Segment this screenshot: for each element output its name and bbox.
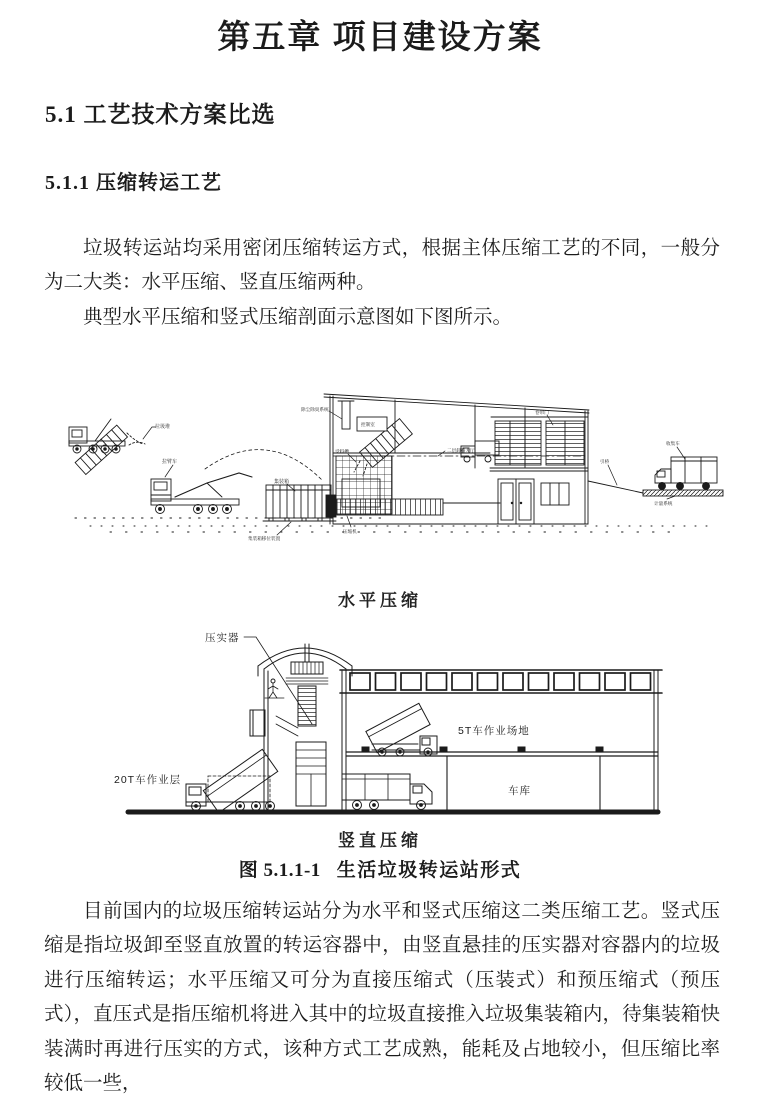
label-unload-hall: 二层卸料大厅 xyxy=(447,448,475,453)
paragraph-2: 典型水平压缩和竖式压缩剖面示意图如下图所示。 xyxy=(83,306,513,328)
label-rolling-door: 卷帘门 xyxy=(535,410,549,415)
intro-paragraphs xyxy=(44,232,720,335)
waste-container xyxy=(263,484,336,535)
chapter-title: 第五章 项目建设方案 xyxy=(217,20,543,56)
paragraph-3: 目前国内的垃圾压缩转运站分为水平和竖式压缩这二类压缩工艺。竖式压缩是指垃圾卸至竖直放置的转运容器中，由竖直悬挂的压实器对容器内的垃圾进行压缩转运；水平压缩又可分为直接压缩式（压装式）和预压缩式（预压式），直压式是指压缩机将进入其中的垃圾直接推入垃圾集装箱内，待集装箱快装满时再进行压实的方式，该种方式工艺成熟，能耗及占地较小，但压缩比率较低一些， xyxy=(44,901,720,1095)
section-heading-5-1-1: 5.1.1 压缩转运工艺 xyxy=(45,172,222,194)
closing-paragraph xyxy=(44,895,720,1101)
horizontal-compression-diagram xyxy=(55,383,755,561)
label-deodorizing: 除尘除臭系统 xyxy=(301,407,329,412)
figure-caption xyxy=(0,855,760,882)
caption-horizontal-compression: 水平压缩 xyxy=(338,591,422,610)
section-heading-5-1: 5.1 工艺技术方案比选 xyxy=(45,102,276,127)
label-20t-level: 20T车作业层 xyxy=(114,774,182,786)
label-compressor: 压缩机 xyxy=(343,529,357,534)
label-container-shift: 集装箱移位装置 xyxy=(248,536,281,541)
label-container: 集装箱 xyxy=(274,479,290,485)
transfer-station-building xyxy=(324,394,589,527)
figure-title: 生活垃圾转运站形式 xyxy=(336,860,522,881)
caption-vertical-compression: 竖直压缩 xyxy=(338,831,422,850)
label-hopper: 受料槽 xyxy=(335,449,349,454)
label-ramp: 引桥 xyxy=(600,459,610,464)
dump-truck xyxy=(69,419,156,474)
label-5t-area: 5T车作业场地 xyxy=(458,725,530,737)
collection-truck-weighbridge xyxy=(588,447,723,499)
label-hook-truck: 拉臂车 xyxy=(162,459,178,465)
label-control-room: 控制室 xyxy=(361,422,375,427)
vertical-compression-diagram xyxy=(110,624,670,818)
figure-number: 图 5.1.1-1 xyxy=(238,860,321,881)
label-compactor: 压实器 xyxy=(205,632,240,644)
label-dump-pile: 垃圾堆 xyxy=(155,424,171,430)
paragraph-1: 垃圾转运站均采用密闭压缩转运方式，根据主体压缩工艺的不同，一般分为二大类：水平压缩、竖直压缩两种。 xyxy=(44,238,720,294)
label-garage: 车库 xyxy=(508,785,531,797)
label-collection-truck: 收集车 xyxy=(666,441,680,446)
label-weighing: 计量系统 xyxy=(654,501,673,506)
